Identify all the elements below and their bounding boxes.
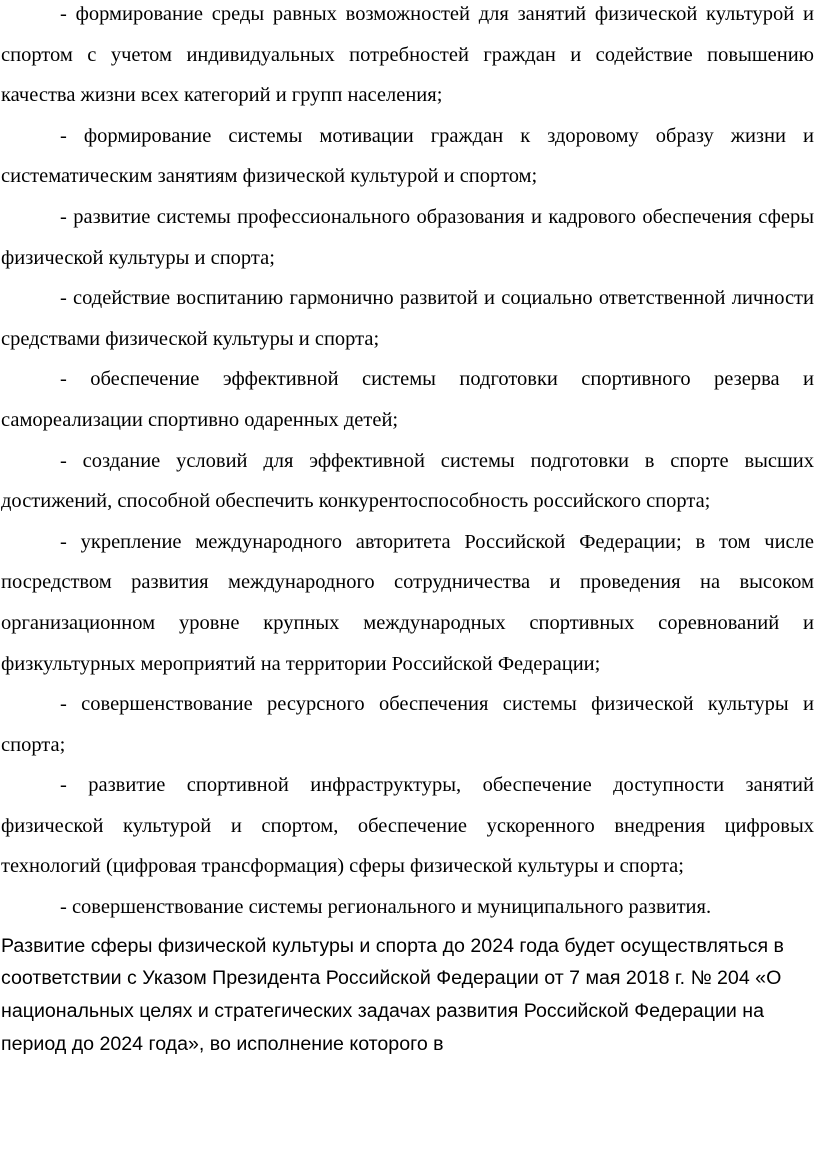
list-item: - формирование системы мотивации граждан к здоровому образу жизни и систематическим занятиям физической культурой и спортом; <box>1 124 814 188</box>
list-item: - формирование среды равных возможностей для занятий физической культурой и спортом с учетом индивидуальных потребностей граждан и содействие повышению качества жизни всех категорий и групп населения; <box>1 3 814 107</box>
list-item: - развитие спортивной инфраструктуры, обеспечение доступности занятий физической культурой и спортом, обеспечение ускоренного внедрения цифровых технологий (цифровая трансформация) сферы физической культуры и спорта; <box>1 774 814 878</box>
list-item: - совершенствование ресурсного обеспечения системы физической культуры и спорта; <box>1 693 814 756</box>
list-item: - укрепление международного авторитета Российской Федерации; в том числе посредством развития международного сотрудничества и проведения на высоком организационном уровне крупных международных спортивных соревнований и физкультурных мероприятий на территории Российской Федерации; <box>1 530 814 675</box>
goals-list <box>1 0 814 928</box>
closing-paragraph: Развитие сферы физической культуры и спорта до 2024 года будет осуществляться в соответствии с Указом Президента Российской Федерации от 7 мая 2018 г. № 204 «О национальных целях и стратегических задачах развития Российской Федерации на период до 2024 года», во исполнение которого в <box>1 934 784 1055</box>
list-item: - содействие воспитанию гармонично развитой и социально ответственной личности средствами физической культуры и спорта; <box>1 287 814 350</box>
list-item: - совершенствование системы регионального и муниципального развития. <box>60 896 712 919</box>
list-item: - развитие системы профессионального образования и кадрового обеспечения сферы физической культуры и спорта; <box>1 205 814 269</box>
list-item: - обеспечение эффективной системы подготовки спортивного резерва и самореализации спортивно одаренных детей; <box>1 368 814 431</box>
list-item: - создание условий для эффективной системы подготовки в спорте высших достижений, способной обеспечить конкурентоспособность российского спорта; <box>1 449 814 513</box>
closing-section <box>1 930 814 1061</box>
